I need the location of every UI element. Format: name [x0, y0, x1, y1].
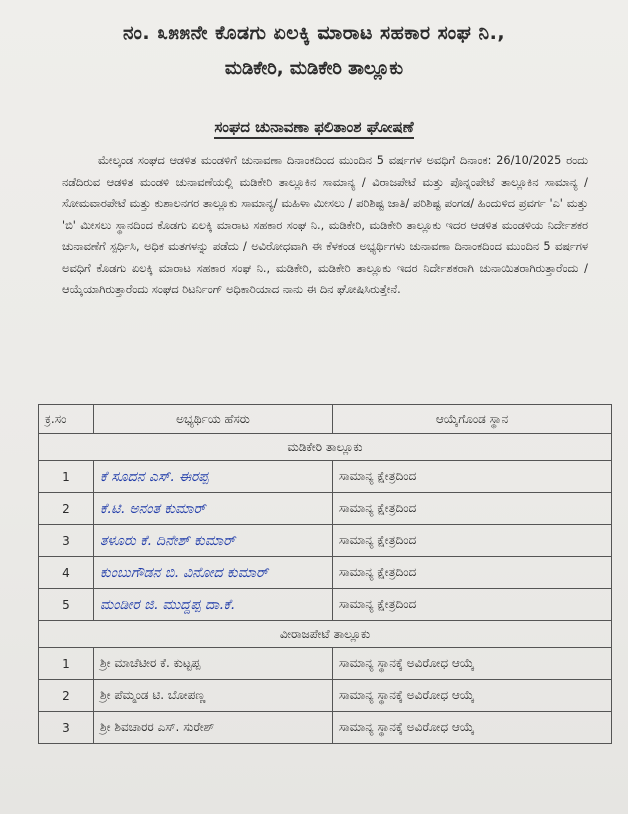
society-title: ನಂ. ೩೫೫ನೇ ಕೊಡಗು ಏಲಕ್ಕಿ ಮಾರಾಟ ಸಹಕಾರ ಸಂಘ ನಿ., [122, 22, 506, 44]
seat-cell: ಸಾಮಾನ್ಯ ಕ್ಷೇತ್ರದಿಂದ [333, 525, 612, 557]
seat-cell: ಸಾಮಾನ್ಯ ಸ್ಥಾನಕ್ಕೆ ಅವಿರೋಧ ಆಯ್ಕೆ [333, 712, 612, 744]
candidate-name: ಶ್ರೀ ಮಾಚೆಟೀರ ಕೆ. ಕುಟ್ಟಪ್ಪ [94, 648, 333, 680]
serial-cell: 3 [39, 712, 94, 744]
table-row [39, 589, 612, 621]
declaration-paragraph: ಮೇಲ್ಕಂಡ ಸಂಘದ ಆಡಳಿತ ಮಂಡಳಿಗೆ ಚುನಾವಣಾ ದಿನಾಂಕದಿಂದ ಮುಂದಿನ 5 ವರ್ಷಗಳ ಅವಧಿಗೆ ದಿನಾಂಕ: 26/10/2025 ರಂದು ನಡೆದಿರುವ ಆಡಳಿತ ಮಂಡಳಿ ಚುನಾವಣೆಯಲ್ಲಿ ಮಡಿಕೇರಿ ತಾಲ್ಲೂಕಿನ ಸಾಮಾನ್ಯ / ವಿರಾಜಪೇಟೆ ಮತ್ತು ಪೊನ್ನಂಪೇಟೆ ತಾಲ್ಲೂಕಿನ ಸಾಮಾನ್ಯ / ಸೋಮವಾರಪೇಟೆ ಮತ್ತು ಕುಶಾಲನಗರ ತಾಲ್ಲೂಕು ಸಾಮಾನ್ಯ/ ಮಹಿಳಾ ಮೀಸಲು / ಪರಿಶಿಷ್ಟ ಜಾತಿ/ ಪರಿಶಿಷ್ಟ ಪಂಗಡ/ ಹಿಂದುಳಿದ ಪ್ರವರ್ಗ 'ಎ' ಮತ್ತು 'ಬಿ' ಮೀಸಲು ಸ್ಥಾನದಿಂದ ಕೊಡಗು ಏಲಕ್ಕಿ ಮಾರಾಟ ಸಹಕಾರ ಸಂಘ ನಿ., ಮಡಿಕೇರಿ, ಮಡಿಕೇರಿ ತಾಲ್ಲೂಕು ಇದರ ಆಡಳಿತ ಮಂಡಳಿಯ ನಿರ್ದೇಶಕರ ಚುನಾವಣೆಗೆ ಸ್ಪರ್ಧಿಸಿ, ಅಧಿಕ ಮತಗಳನ್ನು ಪಡೆದು / ಅವಿರೋಧವಾಗಿ ಈ ಕೆಳಕಂಡ ಅಭ್ಯರ್ಥಿಗಳು ಚುನಾವಣಾ ದಿನಾಂಕದಿಂದ ಮುಂದಿನ 5 ವರ್ಷಗಳ ಅವಧಿಗೆ ಕೊಡಗು ಏಲಕ್ಕಿ ಮಾರಾಟ ಸಹಕಾರ ಸಂಘ ನಿ., ಮಡಿಕೇರಿ, ಮಡಿಕೇರಿ ತಾಲ್ಲೂಕು ಇದರ ನಿರ್ದೇಶಕರಾಗಿ ಚುನಾಯಿತರಾಗಿರುತ್ತಾರೆಂದು / ಆಯ್ಕೆಯಾಗಿರುತ್ತಾರೆಂದು ಸಂಘದ ರಿಟರ್ನಿಂಗ್ ಅಧಿಕಾರಿಯಾದ ನಾನು ಈ ದಿನ ಘೋಷಿಸಿರುತ್ತೇನೆ. [62, 154, 588, 296]
seat-cell: ಸಾಮಾನ್ಯ ಕ್ಷೇತ್ರದಿಂದ [333, 557, 612, 589]
seat-cell: ಸಾಮಾನ್ಯ ಸ್ಥಾನಕ್ಕೆ ಅವಿರೋಧ ಆಯ್ಕೆ [333, 680, 612, 712]
candidate-name-handwritten: ತಳೂರು ಕೆ. ದಿನೇಶ್ ಕುಮಾರ್ [94, 525, 333, 557]
table-row [39, 493, 612, 525]
seat-cell: ಸಾಮಾನ್ಯ ಸ್ಥಾನಕ್ಕೆ ಅವಿರೋಧ ಆಯ್ಕೆ [333, 648, 612, 680]
table-row [39, 557, 612, 589]
serial-cell: 4 [39, 557, 94, 589]
table-row [39, 461, 612, 493]
candidate-name-handwritten: ಕೆ ಸೂದನ ಎಸ್. ಈರಪ್ಪ [94, 461, 333, 493]
section-madikeri [39, 434, 612, 461]
serial-cell: 1 [39, 461, 94, 493]
serial-cell: 2 [39, 680, 94, 712]
table-row [39, 680, 612, 712]
announcement-title-text: ಸಂಘದ ಚುನಾವಣಾ ಫಲಿತಾಂಶ ಘೋಷಣೆ [214, 118, 413, 139]
header-candidate: ಅಭ್ಯರ್ಥಿಯ ಹೆಸರು [94, 405, 333, 434]
candidate-name-handwritten: ಕೆ.ಟಿ. ಅನಂತ ಕುಮಾರ್ [94, 493, 333, 525]
section-virajpet [39, 621, 612, 648]
header-seat: ಆಯ್ಕೆಗೊಂಡ ಸ್ಥಾನ [333, 405, 612, 434]
candidate-name: ಶ್ರೀ ಶಿವಚಾರರ ಎಸ್. ಸುರೇಶ್ [94, 712, 333, 744]
serial-cell: 1 [39, 648, 94, 680]
serial-cell: 5 [39, 589, 94, 621]
candidate-name-handwritten: ಮಂಡೀರ ಜಿ. ಮುದ್ದಪ್ಪ ದಾ.ಕೆ. [94, 589, 333, 621]
results-table [38, 404, 612, 744]
table-row [39, 525, 612, 557]
section-label: ವೀರಾಜಪೇಟೆ ತಾಲ್ಲೂಕು [39, 621, 612, 648]
table-row [39, 648, 612, 680]
seat-cell: ಸಾಮಾನ್ಯ ಕ್ಷೇತ್ರದಿಂದ [333, 493, 612, 525]
section-label: ಮಡಿಕೇರಿ ತಾಲ್ಲೂಕು [39, 434, 612, 461]
candidate-name-handwritten: ಕುಂಬುಗೌಡನ ಬಿ. ವಿನೋದ ಕುಮಾರ್ [94, 557, 333, 589]
header-serial: ಕ್ರ.ಸಂ [39, 405, 94, 434]
candidate-name: ಶ್ರೀ ಪೆಮ್ಮಂಡ ಟಿ. ಬೋಪಣ್ಣ [94, 680, 333, 712]
table-header-row [39, 405, 612, 434]
serial-cell: 3 [39, 525, 94, 557]
announcement-title [0, 118, 628, 136]
society-location: ಮಡಿಕೇರಿ, ಮಡಿಕೇರಿ ತಾಲ್ಲೂಕು [224, 58, 404, 79]
seat-cell: ಸಾಮಾನ್ಯ ಕ್ಷೇತ್ರದಿಂದ [333, 589, 612, 621]
serial-cell: 2 [39, 493, 94, 525]
seat-cell: ಸಾಮಾನ್ಯ ಕ್ಷೇತ್ರದಿಂದ [333, 461, 612, 493]
table-row [39, 712, 612, 744]
